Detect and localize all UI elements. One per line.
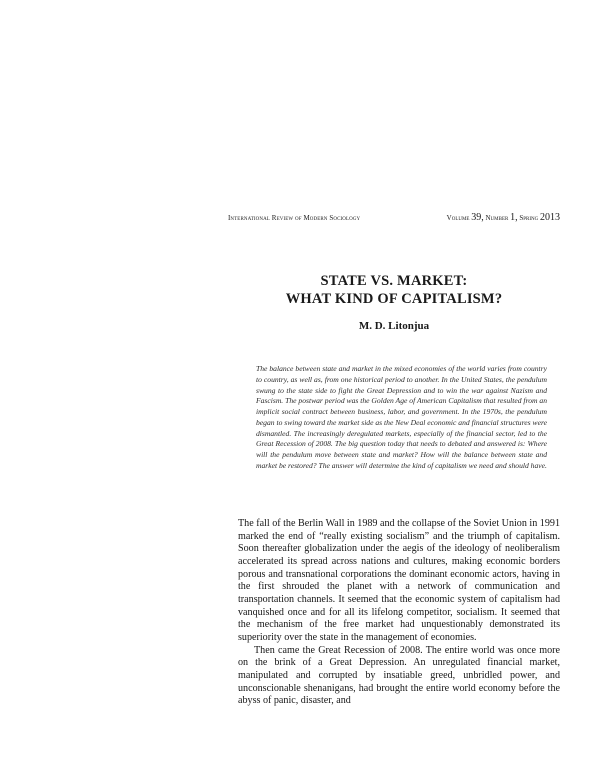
issue-info (447, 212, 560, 223)
title-line-2: WHAT KIND OF CAPITALISM? (285, 291, 503, 307)
body-paragraph: The fall of the Berlin Wall in 1989 and the collapse of the Soviet Union in 1991 marked the end of “really existing socialism” and the triumph of capitalism. Soon thereafter globalization under the aegis of the ideology of neoliberalism accelerated its spread across nations and cultures, making economic borders porous and transnational corporations the dominant economic actors, having in the first shrouded the planet with a network of communication and transportation channels. It seemed that the economic system of capitalism had vanquished once and for all its lifelong competitor, socialism. It seemed that the mechanism of the free market had unquestionably demonstrated its superiority over the state in the management of economies. (238, 518, 560, 643)
year: 2013 (540, 212, 560, 223)
body-paragraph: Then came the Great Recession of 2008. The entire world was once more on the brink of a Great Depression. An unregulated financial market, manipulated and corrupted by insatiable greed, unbridled power, and unconscionable shenanigans, had brought the entire world economy before the abyss of panic, disaster, and (238, 644, 560, 707)
volume-number: 39, (471, 212, 484, 223)
season: Spring (519, 214, 539, 222)
number-label: Number (485, 214, 509, 222)
journal-name: International Review of Modern Sociology (228, 214, 361, 222)
running-head (228, 212, 560, 226)
issue-number: 1, (510, 212, 518, 223)
article-body (238, 518, 560, 708)
article-title (228, 272, 560, 308)
volume-label: Volume (446, 214, 470, 222)
title-line-1: STATE VS. MARKET: (320, 273, 468, 289)
author-name: M. D. Litonjua (358, 320, 430, 332)
abstract: The balance between state and market in the mixed economies of the world varies from country to country, as well as, from one historical period to another. In the United States, the pendulum swung to the state side to fight the Great Depression and to win the war against Nazism and Fascism. The postwar period was the Golden Age of American Capitalism that resulted from an implicit social contract between business, labor, and government. In the 1970s, the pendulum began to swing toward the market side as the New Deal economic and financial structures were dismantled. The increasingly deregulated markets, especially of the financial sector, led to the Great Recession of 2008. The big question today that needs to debated and answered is: Where will the pendulum move between state and market? How will the balance between state and market be restored? The answer will determine the kind of capitalism we need and should have. (256, 364, 547, 470)
